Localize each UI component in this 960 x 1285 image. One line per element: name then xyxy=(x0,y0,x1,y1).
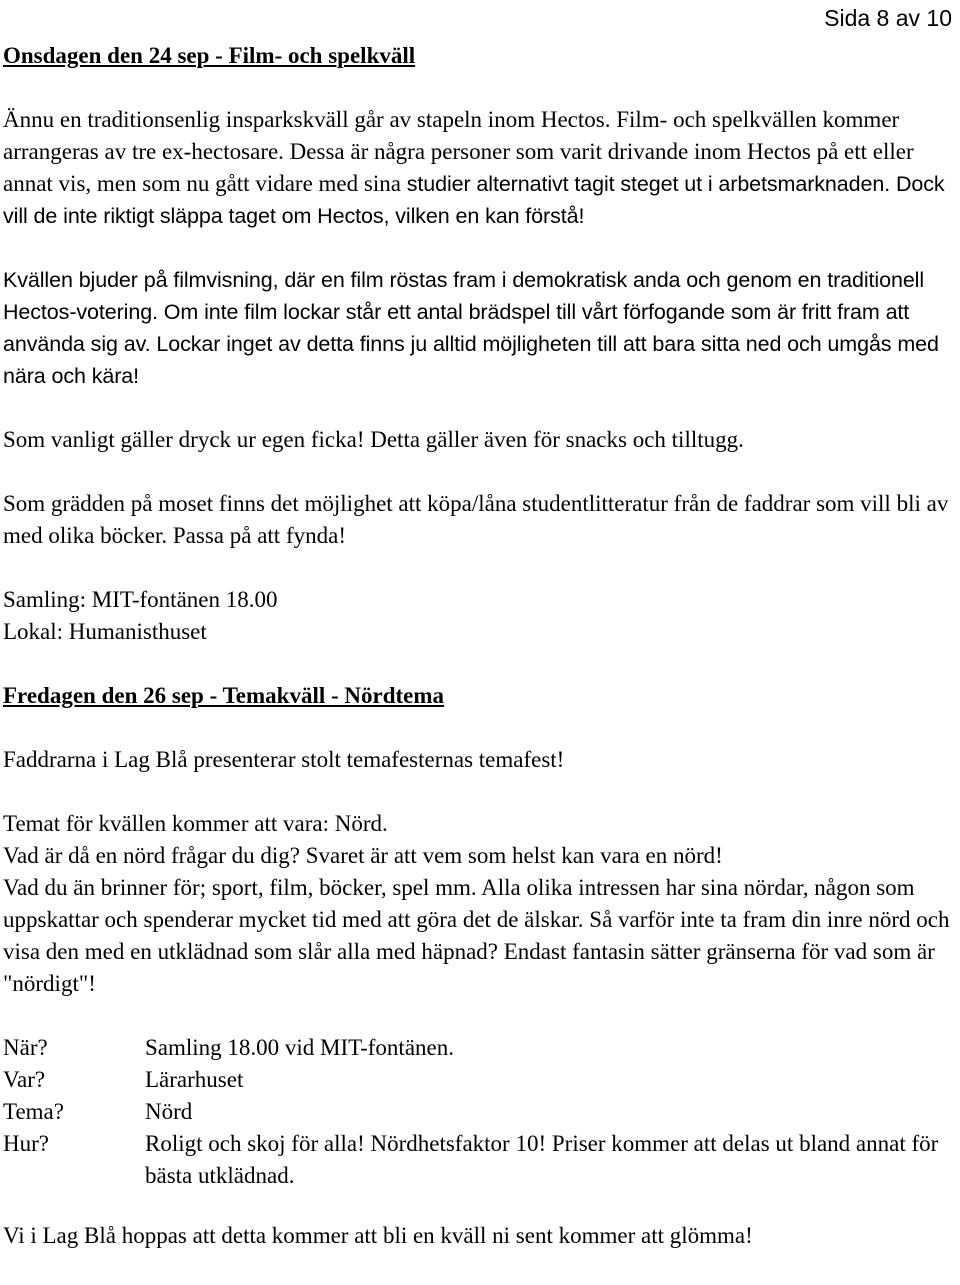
event1-intro-sans: studier alternativt tagit steget ut i arbetsmarknaden. Dock vill de inte riktigt släppa taget om Hectos, vilken en kan förstå! xyxy=(3,172,945,228)
info-value: Lärarhuset xyxy=(145,1067,244,1092)
info-row-hur xyxy=(3,1128,953,1192)
event2-line-1: Temat för kvällen kommer att vara: Nörd. xyxy=(3,811,388,836)
info-value: Nörd xyxy=(145,1099,193,1124)
event2-line-3: Vad du än brinner för; sport, film, böcker, spel mm. Alla olika intressen har sina nördar, någon som uppskattar och spenderar mycket tid med att göra det de älskar. Så varför inte ta fram din inre nörd och visa den med en utklädnad som slår alla med häpnad? Endast fantasin sätter gränserna för vad som är "nördigt"! xyxy=(3,875,950,996)
event1-paragraph-2: Kvällen bjuder på filmvisning, där en film röstas fram i demokratisk anda och genom en traditionell Hectos-votering. Om inte film lockar står ett antal brädspel till vårt förfogande som är fritt fram att använda sig av. Lockar inget av detta finns ju alltid möjligheten till att bara sitta ned och umgås med nära och kära! xyxy=(3,268,939,388)
event1-lokal: Lokal: Humanisthuset xyxy=(3,619,207,644)
page-number: Sida 8 av 10 xyxy=(824,5,952,31)
info-row-tema xyxy=(3,1096,953,1128)
event2-paragraph-1: Faddrarna i Lag Blå presenterar stolt temafesternas temafest! xyxy=(3,747,565,772)
event1-paragraph-3: Som vanligt gäller dryck ur egen ficka! Detta gäller även för snacks och tilltugg. xyxy=(3,427,744,452)
document-body xyxy=(3,40,953,1252)
info-label: Hur? xyxy=(3,1131,49,1156)
info-row-nar xyxy=(3,1032,953,1064)
event2-info-table xyxy=(3,1032,953,1192)
event1-samling: Samling: MIT-fontänen 18.00 xyxy=(3,587,278,612)
event1-intro xyxy=(3,104,953,232)
event-heading-temakvall-nordtema: Fredagen den 26 sep - Temakväll - Nördtema xyxy=(3,683,445,708)
event2-closing: Vi i Lag Blå hoppas att detta kommer att bli en kväll ni sent kommer att glömma! xyxy=(3,1223,753,1248)
info-label: Var? xyxy=(3,1067,46,1092)
info-value: Samling 18.00 vid MIT-fontänen. xyxy=(145,1035,454,1060)
info-value: Roligt och skoj för alla! Nördhetsfaktor 10! Priser kommer att delas ut bland annat för bästa utklädnad. xyxy=(145,1131,939,1188)
info-row-var xyxy=(3,1064,953,1096)
event1-intro-serif: Ännu en traditionsenlig insparkskväll går av stapeln inom Hectos. Film- och spelkvällen kommer arrangeras av tre ex-hectosare. Dessa är några personer som varit drivande inom Hectos på ett eller annat vis, men som nu gått vidare med sina xyxy=(3,107,914,196)
info-label: Tema? xyxy=(3,1099,64,1124)
event1-paragraph-4: Som grädden på moset finns det möjlighet att köpa/låna studentlitteratur från de faddrar som vill bli av med olika böcker. Passa på att fynda! xyxy=(3,491,949,548)
event2-line-2: Vad är då en nörd frågar du dig? Svaret är att vem som helst kan vara en nörd! xyxy=(3,843,723,868)
event-heading-film-och-spelkvall: Onsdagen den 24 sep - Film- och spelkväll xyxy=(3,43,416,68)
info-label: När? xyxy=(3,1035,48,1060)
